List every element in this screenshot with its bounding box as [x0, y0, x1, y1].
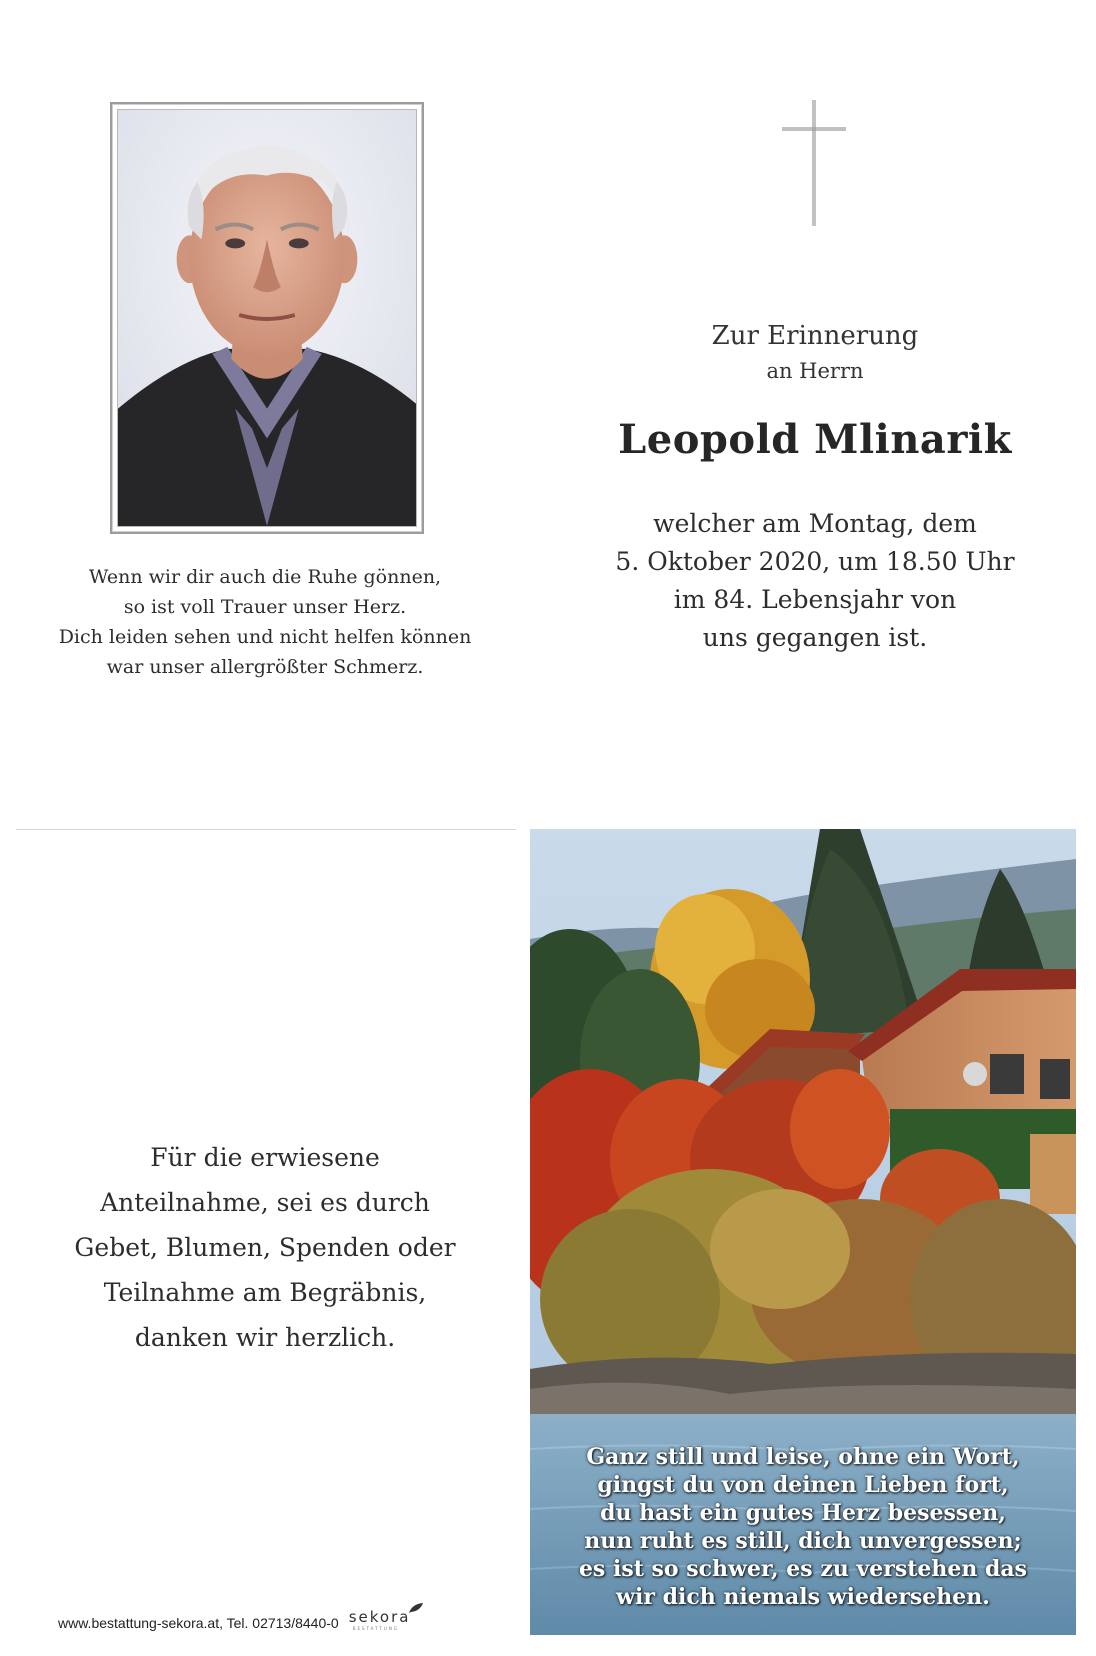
death-notice-line: welcher am Montag, dem: [653, 509, 977, 538]
memorial-block: [560, 318, 1070, 657]
poem-line: gingst du von deinen Lieben fort,: [597, 1472, 1009, 1498]
portrait-illustration: [118, 110, 416, 526]
deceased-name: Leopold Mlinarik: [618, 416, 1012, 463]
leaf-icon: [408, 1602, 424, 1614]
thanks-line: Gebet, Blumen, Spenden oder: [74, 1233, 456, 1262]
thanks-line: danken wir herzlich.: [134, 1323, 396, 1352]
sekora-logo: [349, 1610, 411, 1631]
thanks-text: [40, 1135, 490, 1360]
poem-line: nun ruht es still, dich unvergessen;: [584, 1528, 1022, 1554]
portrait-photo: [117, 109, 417, 527]
memorial-salutation: an Herrn: [766, 359, 864, 383]
left-verse: [40, 562, 490, 682]
verse-line: Wenn wir dir auch die Ruhe gönnen,: [88, 566, 442, 588]
poem-line: Ganz still und leise, ohne ein Wort,: [586, 1444, 1020, 1470]
memorial-intro: Zur Erinnerung: [711, 321, 919, 351]
verse-line: so ist voll Trauer unser Herz.: [123, 596, 407, 618]
death-notice-line: uns gegangen ist.: [702, 623, 928, 652]
verse-line: Dich leiden sehen und nicht helfen können: [58, 626, 472, 648]
footer: [58, 1605, 498, 1631]
landscape-picture: [530, 829, 1076, 1635]
death-notice: [560, 505, 1070, 657]
thanks-line: Teilnahme am Begräbnis,: [103, 1278, 427, 1307]
footer-contact: www.bestattung-sekora.at, Tel. 02713/8440-0: [58, 1615, 339, 1631]
death-notice-line: 5. Oktober 2020, um 18.50 Uhr: [615, 547, 1015, 576]
logo-subtext: BESTATTUNG: [352, 1626, 399, 1631]
death-notice-line: im 84. Lebensjahr von: [673, 585, 957, 614]
poem: [530, 1443, 1076, 1611]
fold-divider: [16, 829, 516, 830]
verse-line: war unser allergrößter Schmerz.: [106, 656, 424, 678]
thanks-line: Für die erwiesene: [150, 1143, 380, 1172]
cross-icon: [782, 100, 846, 226]
portrait-frame: [110, 102, 424, 534]
poem-line: es ist so schwer, es zu verstehen das: [578, 1556, 1028, 1582]
thanks-line: Anteilnahme, sei es durch: [100, 1188, 430, 1217]
poem-line: du hast ein gutes Herz besessen,: [600, 1500, 1006, 1526]
logo-text: sekora: [348, 1608, 411, 1626]
poem-line: wir dich niemals wiedersehen.: [616, 1584, 990, 1610]
